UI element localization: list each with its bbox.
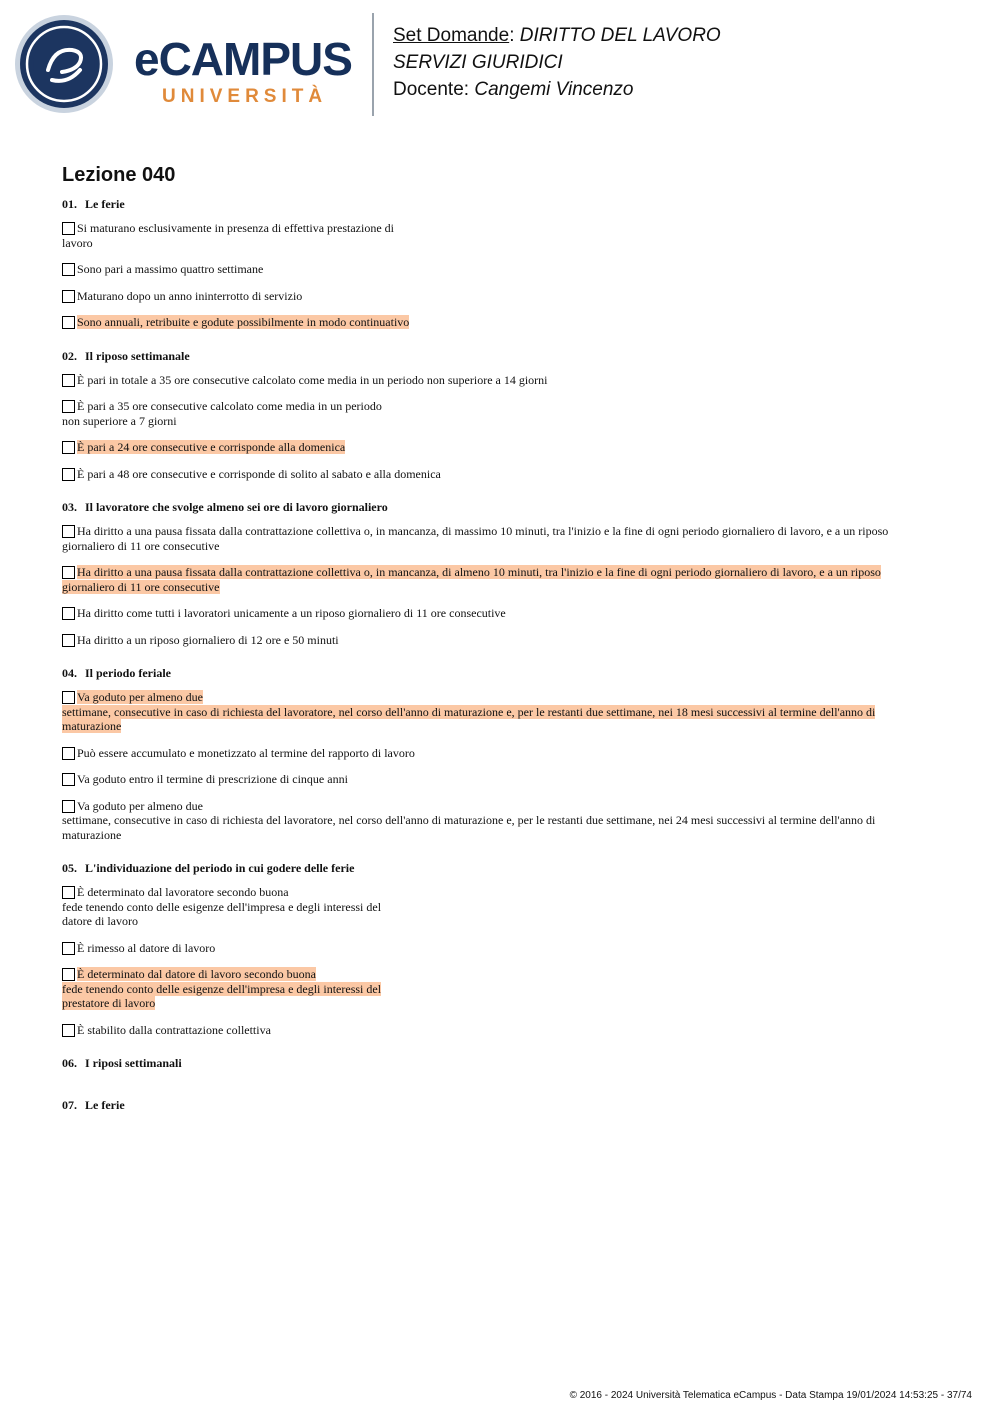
option-text: fede tenendo conto delle esigenze dell'impresa e degli interessi del (62, 981, 382, 996)
answer-option (62, 772, 932, 787)
question (62, 348, 932, 482)
option-text: Va goduto entro il termine di prescrizione di cinque anni (77, 772, 348, 786)
answer-option (62, 633, 932, 648)
ecampus-logo (14, 14, 359, 116)
option-text: È pari in totale a 35 ore consecutive calcolato come media in un periodo non superiore a 14 giorni (77, 372, 548, 387)
brand-name: eCAMPUS (134, 33, 352, 85)
option-text: È pari a 48 ore consecutive e corrisponde di solito al sabato e alla domenica (77, 466, 441, 481)
option-text: non superiore a 7 giorni (62, 413, 177, 428)
question (62, 1055, 932, 1071)
footer: © 2016 - 2024 Università Telematica eCampus - Data Stampa 19/01/2024 14:53:25 - 37/74 (569, 1390, 972, 1401)
option-text: È stabilito dalla contrattazione collettiva (77, 1022, 271, 1037)
program-name: SERVIZI GIURIDICI (393, 52, 563, 73)
option-text: È rimesso al datore di lavoro (77, 940, 216, 955)
option-text: giornaliero di 11 ore consecutive (62, 579, 220, 594)
answer-option-correct (62, 440, 932, 455)
checkbox[interactable] (62, 290, 75, 303)
checkbox[interactable] (62, 747, 75, 760)
question-title (62, 348, 932, 364)
option-text: È determinato dal datore di lavoro secondo buona (77, 967, 316, 981)
checkbox[interactable] (62, 886, 75, 899)
checkbox[interactable] (62, 1024, 75, 1037)
answer-option (62, 221, 932, 250)
question-number: 05. (62, 861, 77, 875)
answer-option-correct (62, 315, 932, 330)
question-text: L'individuazione del periodo in cui godere delle ferie (85, 861, 355, 875)
teacher-label: Docente (393, 79, 464, 100)
option-text: Va goduto per almeno due (77, 690, 203, 704)
course-name: DIRITTO DEL LAVORO (519, 25, 721, 46)
option-text: Va goduto per almeno due (77, 798, 203, 813)
checkbox[interactable] (62, 441, 75, 454)
question-number: 02. (62, 348, 77, 363)
question-title (62, 1055, 932, 1071)
option-text: Ha diritto a un riposo giornaliero di 12 ore e 50 minuti (77, 632, 339, 647)
checkbox[interactable] (62, 566, 75, 579)
teacher-line: Docente: Cangemi Vincenzo (393, 79, 634, 100)
question-text: I riposi settimanali (85, 1056, 182, 1070)
answer-option (62, 941, 932, 956)
answer-option-correct (62, 690, 932, 734)
checkbox[interactable] (62, 691, 75, 704)
question (62, 196, 932, 330)
question-title (62, 499, 932, 515)
question-number: 06. (62, 1056, 77, 1070)
lesson-title: Lezione 040 (62, 164, 176, 186)
checkbox[interactable] (62, 374, 75, 387)
question-title (62, 860, 932, 876)
answer-option-correct (62, 967, 932, 1011)
option-text: Sono annuali, retribuite e godute possibilmente in modo continuativo (77, 315, 410, 329)
checkbox[interactable] (62, 263, 75, 276)
set-label: Set Domande (393, 25, 510, 46)
answer-option (62, 746, 932, 761)
option-text: datore di lavoro (62, 914, 138, 928)
checkbox[interactable] (62, 773, 75, 786)
question-text: Le ferie (85, 1098, 125, 1112)
question-number: 01. (62, 197, 77, 211)
ecampus-seal-icon (14, 14, 116, 116)
option-text: È pari a 35 ore consecutive calcolato come media in un periodo (77, 399, 382, 413)
checkbox[interactable] (62, 800, 75, 813)
set-line: Set Domande: DIRITTO DEL LAVORO (393, 25, 721, 46)
checkbox[interactable] (62, 400, 75, 413)
answer-option (62, 467, 932, 482)
question-text: Il periodo feriale (85, 666, 171, 680)
answer-option (62, 799, 932, 843)
option-text: Si maturano esclusivamente in presenza di effettiva prestazione di (77, 221, 394, 235)
question-number: 04. (62, 666, 77, 680)
question (62, 499, 932, 647)
checkbox[interactable] (62, 525, 75, 538)
option-text: Ha diritto a una pausa fissata dalla contrattazione collettiva o, in mancanza, di massimo 10 minuti, tra l'inizio e la fine di ogni periodo giornaliero di lavoro, e a un riposo (77, 524, 889, 538)
question-number: 03. (62, 500, 77, 514)
question-number: 07. (62, 1098, 77, 1112)
teacher-name: Cangemi Vincenzo (474, 79, 634, 100)
question-title (62, 665, 932, 681)
program-line (393, 49, 721, 76)
option-text: maturazione (62, 719, 122, 733)
option-text: settimane, consecutive in caso di richiesta del lavoratore, nel corso dell'anno di maturazione e, per le restanti due settimane, nei 24 mesi successivi al termine dell'anno di (62, 813, 876, 827)
question-text: Il lavoratore che svolge almeno sei ore di lavoro giornaliero (85, 500, 388, 514)
option-text: lavoro (62, 235, 93, 250)
answer-option (62, 524, 932, 553)
question-text: Il riposo settimanale (85, 348, 190, 363)
checkbox[interactable] (62, 222, 75, 235)
option-text: Maturano dopo un anno ininterrotto di servizio (77, 288, 303, 303)
question (62, 1097, 932, 1113)
answer-option (62, 262, 932, 277)
answer-option (62, 1023, 932, 1038)
option-text: fede tenendo conto delle esigenze dell'impresa e degli interessi del (62, 899, 382, 914)
option-text: giornaliero di 11 ore consecutive (62, 538, 220, 553)
option-text: prestatore di lavoro (62, 996, 156, 1010)
option-text: È pari a 24 ore consecutive e corrisponde alla domenica (77, 440, 346, 454)
checkbox[interactable] (62, 942, 75, 955)
option-text: Può essere accumulato e monetizzato al termine del rapporto di lavoro (77, 745, 415, 760)
answer-option (62, 399, 932, 428)
option-text: maturazione (62, 827, 122, 842)
checkbox[interactable] (62, 968, 75, 981)
question-title (62, 1097, 932, 1113)
brand-subtitle: UNIVERSITÀ (162, 86, 328, 107)
option-text: settimane, consecutive in caso di richiesta del lavoratore, nel corso dell'anno di maturazione e, per le restanti due settimane, nei 18 mesi successivi al termine dell'anno di (62, 704, 876, 719)
checkbox[interactable] (62, 316, 75, 329)
header-divider (372, 13, 374, 116)
answer-option (62, 885, 932, 929)
option-text: Sono pari a massimo quattro settimane (77, 262, 264, 276)
checkbox[interactable] (62, 634, 75, 647)
option-text: È determinato dal lavoratore secondo buona (77, 885, 289, 899)
question-list (62, 196, 932, 1139)
answer-option (62, 606, 932, 621)
question (62, 665, 932, 842)
checkbox[interactable] (62, 468, 75, 481)
checkbox[interactable] (62, 607, 75, 620)
option-text: Ha diritto come tutti i lavoratori unicamente a un riposo giornaliero di 11 ore consecutive (77, 606, 506, 620)
question-title (62, 196, 932, 212)
question-text: Le ferie (85, 197, 125, 211)
header-info (393, 22, 721, 103)
option-text: Ha diritto a una pausa fissata dalla contrattazione collettiva o, in mancanza, di almeno 10 minuti, tra l'inizio e la fine di ogni periodo giornaliero di lavoro, e a un riposo (77, 565, 881, 579)
answer-option (62, 373, 932, 388)
question (62, 860, 932, 1037)
answer-option (62, 289, 932, 304)
answer-option-correct (62, 565, 932, 594)
